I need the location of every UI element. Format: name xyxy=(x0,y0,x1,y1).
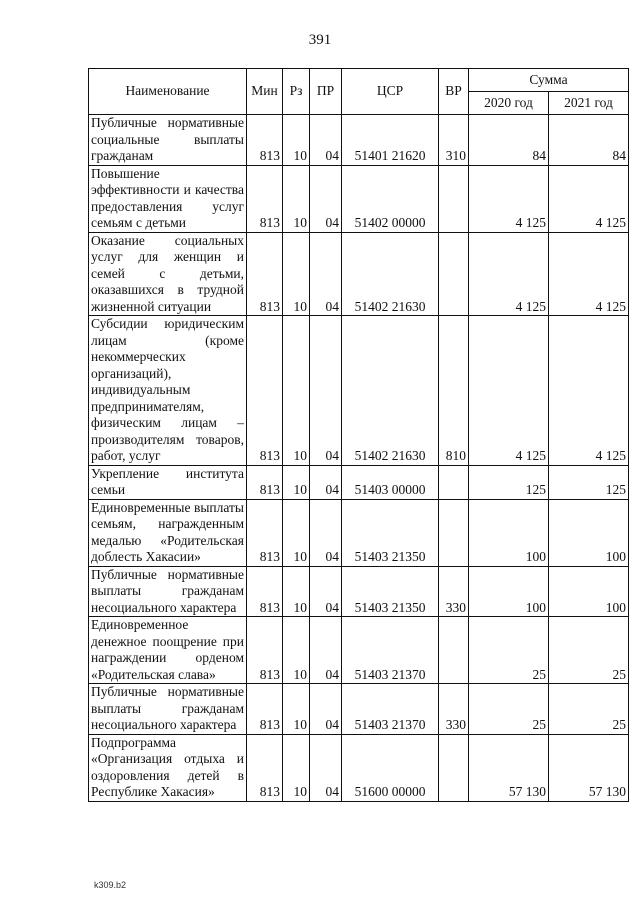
cell-csr: 51403 21370 xyxy=(342,684,439,735)
cell-2021: 125 xyxy=(549,465,629,499)
cell-name: Единовременные выплаты семьям, награжденным медалью «Родительская доблесть Хакасии» xyxy=(89,499,247,566)
header-sum: Сумма xyxy=(469,69,629,92)
cell-vr xyxy=(439,617,469,684)
cell-csr: 51403 21350 xyxy=(342,566,439,617)
cell-vr: 310 xyxy=(439,115,469,166)
cell-2021: 57 130 xyxy=(549,734,629,801)
cell-vr: 810 xyxy=(439,316,469,466)
header-vr: ВР xyxy=(439,69,469,115)
cell-pr: 04 xyxy=(310,499,342,566)
cell-rz: 10 xyxy=(283,499,310,566)
cell-min: 813 xyxy=(247,499,283,566)
cell-rz: 10 xyxy=(283,734,310,801)
cell-rz: 10 xyxy=(283,617,310,684)
table-row xyxy=(89,316,629,466)
cell-2021: 25 xyxy=(549,617,629,684)
cell-vr: 330 xyxy=(439,566,469,617)
cell-min: 813 xyxy=(247,734,283,801)
cell-pr: 04 xyxy=(310,465,342,499)
header-min: Мин xyxy=(247,69,283,115)
cell-pr: 04 xyxy=(310,617,342,684)
cell-vr xyxy=(439,165,469,232)
cell-min: 813 xyxy=(247,165,283,232)
cell-csr: 51402 00000 xyxy=(342,165,439,232)
cell-2021: 4 125 xyxy=(549,232,629,316)
table-row xyxy=(89,734,629,801)
cell-pr: 04 xyxy=(310,232,342,316)
cell-name: Единовременное денежное поощрение при награждении орденом «Родительская слава» xyxy=(89,617,247,684)
cell-pr: 04 xyxy=(310,734,342,801)
cell-csr: 51403 21350 xyxy=(342,499,439,566)
table-row xyxy=(89,499,629,566)
header-year-2021: 2021 год xyxy=(549,92,629,115)
header-name: Наименование xyxy=(89,69,247,115)
header-pr: ПР xyxy=(310,69,342,115)
cell-rz: 10 xyxy=(283,566,310,617)
cell-vr xyxy=(439,232,469,316)
cell-pr: 04 xyxy=(310,316,342,466)
table-row xyxy=(89,566,629,617)
budget-table xyxy=(88,68,629,802)
cell-2020: 57 130 xyxy=(469,734,549,801)
cell-2021: 4 125 xyxy=(549,316,629,466)
cell-csr: 51401 21620 xyxy=(342,115,439,166)
cell-pr: 04 xyxy=(310,115,342,166)
cell-2021: 25 xyxy=(549,684,629,735)
page-number: 391 xyxy=(308,32,332,48)
cell-2020: 25 xyxy=(469,617,549,684)
cell-2020: 4 125 xyxy=(469,316,549,466)
cell-rz: 10 xyxy=(283,465,310,499)
cell-rz: 10 xyxy=(283,232,310,316)
cell-name: Оказание социальных услуг для женщин и семей с детьми, оказавшихся в трудной жизненной ситуации xyxy=(89,232,247,316)
cell-2020: 125 xyxy=(469,465,549,499)
cell-2021: 100 xyxy=(549,499,629,566)
cell-min: 813 xyxy=(247,684,283,735)
cell-min: 813 xyxy=(247,566,283,617)
cell-min: 813 xyxy=(247,617,283,684)
cell-min: 813 xyxy=(247,316,283,466)
table-row xyxy=(89,165,629,232)
header-year-2020: 2020 год xyxy=(469,92,549,115)
cell-vr xyxy=(439,465,469,499)
cell-name: Публичные нормативные выплаты гражданам несоциального характера xyxy=(89,566,247,617)
cell-csr: 51403 00000 xyxy=(342,465,439,499)
cell-name: Публичные нормативные выплаты гражданам несоциального характера xyxy=(89,684,247,735)
cell-name: Субсидии юридическим лицам (кроме некоммерческих организаций), индивидуальным предпринимателям, физическим лицам – производителям товаров, работ, услуг xyxy=(89,316,247,466)
cell-pr: 04 xyxy=(310,684,342,735)
cell-2020: 100 xyxy=(469,499,549,566)
cell-2021: 84 xyxy=(549,115,629,166)
cell-2021: 100 xyxy=(549,566,629,617)
header-csr: ЦСР xyxy=(342,69,439,115)
cell-rz: 10 xyxy=(283,316,310,466)
table-row xyxy=(89,115,629,166)
cell-rz: 10 xyxy=(283,165,310,232)
table-row xyxy=(89,684,629,735)
cell-min: 813 xyxy=(247,465,283,499)
cell-2020: 4 125 xyxy=(469,232,549,316)
cell-name: Публичные нормативные социальные выплаты гражданам xyxy=(89,115,247,166)
cell-2020: 25 xyxy=(469,684,549,735)
cell-vr: 330 xyxy=(439,684,469,735)
cell-vr xyxy=(439,734,469,801)
header-row xyxy=(89,69,629,92)
cell-rz: 10 xyxy=(283,684,310,735)
table-row xyxy=(89,617,629,684)
cell-name: Подпрограмма «Организация отдыха и оздоровления детей в Республике Хакасия» xyxy=(89,734,247,801)
cell-csr: 51600 00000 xyxy=(342,734,439,801)
cell-csr: 51402 21630 xyxy=(342,232,439,316)
cell-min: 813 xyxy=(247,232,283,316)
cell-csr: 51402 21630 xyxy=(342,316,439,466)
cell-name: Повышение эффективности и качества предоставления услуг семьям с детьми xyxy=(89,165,247,232)
table-body xyxy=(89,115,629,802)
cell-rz: 10 xyxy=(283,115,310,166)
table-row xyxy=(89,465,629,499)
cell-2020: 100 xyxy=(469,566,549,617)
footer-code: k309.b2 xyxy=(94,880,127,890)
cell-pr: 04 xyxy=(310,165,342,232)
header-rz: Рз xyxy=(283,69,310,115)
cell-name: Укрепление института семьи xyxy=(89,465,247,499)
cell-2020: 4 125 xyxy=(469,165,549,232)
cell-csr: 51403 21370 xyxy=(342,617,439,684)
cell-pr: 04 xyxy=(310,566,342,617)
table-row xyxy=(89,232,629,316)
cell-min: 813 xyxy=(247,115,283,166)
cell-2020: 84 xyxy=(469,115,549,166)
cell-vr xyxy=(439,499,469,566)
cell-2021: 4 125 xyxy=(549,165,629,232)
